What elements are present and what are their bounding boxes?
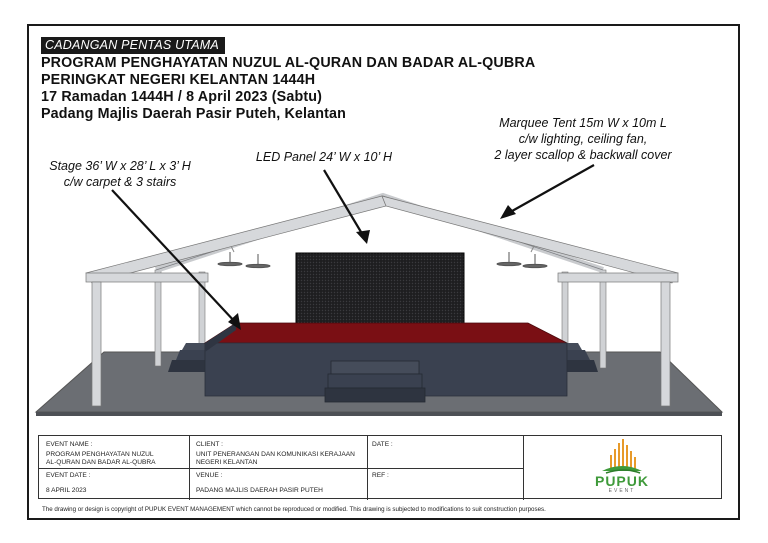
ground-floor-edge <box>36 412 722 416</box>
divider <box>39 468 523 469</box>
event-name-value <box>46 451 156 468</box>
event-name-line: AL-QURAN DAN BADAR AL-QUBRA <box>46 459 156 467</box>
event-date-label: EVENT DATE : <box>46 472 91 479</box>
tent-beam-right <box>558 273 678 282</box>
event-title: PROGRAM PENGHAYATAN NUZUL AL-QURAN DAN BADAR AL-QUBRA <box>41 55 536 71</box>
date-label: DATE : <box>372 441 393 448</box>
copyright-disclaimer: The drawing or design is copyright of PUPUK EVENT MANAGEMENT which cannot be reproduced or modified. This drawing is subjected to modifications to suit construction purposes. <box>42 506 546 513</box>
tent-post <box>562 272 568 350</box>
logo-name: PUPUK <box>594 473 649 489</box>
marquee-callout-line: c/w lighting, ceiling fan, <box>518 132 648 146</box>
client-line: UNIT PENERANGAN DAN KOMUNIKASI KERAJAAN <box>196 451 355 458</box>
stage-carpet <box>205 323 567 343</box>
led-panel <box>296 253 464 325</box>
client-label: CLIENT : <box>196 441 223 448</box>
event-date-value: 8 APRIL 2023 <box>46 487 87 494</box>
proposal-tag: CADANGAN PENTAS UTAMA <box>41 37 225 54</box>
tent-post <box>661 282 670 406</box>
logo-subtitle: EVENT <box>608 488 636 494</box>
marquee-callout-line: 2 layer scallop & backwall cover <box>494 148 672 162</box>
tent-post <box>155 270 161 366</box>
pupuk-logo <box>572 437 672 495</box>
divider <box>523 436 524 500</box>
event-subtitle: PERINGKAT NEGERI KELANTAN 1444H <box>41 72 316 88</box>
venue-value: PADANG MAJLIS DAERAH PASIR PUTEH <box>196 487 323 494</box>
event-name-label: EVENT NAME : <box>46 441 93 448</box>
event-date-heading: 17 Ramadan 1444H / 8 April 2023 (Sabtu) <box>41 89 323 105</box>
client-value <box>196 451 355 468</box>
tent-post <box>92 282 101 406</box>
stage-callout-line: Stage 36’ W x 28’ L x 3’ H <box>49 159 191 173</box>
venue-label: VENUE : <box>196 472 223 479</box>
front-stairs-step <box>328 374 422 388</box>
client-line: NEGERI KELANTAN <box>196 459 258 467</box>
event-name-line: PROGRAM PENGHAYATAN NUZUL <box>46 451 154 458</box>
marquee-callout-line: Marquee Tent 15m W x 10m L <box>499 116 667 130</box>
front-stairs-step <box>325 388 425 402</box>
stage-callout-line: c/w carpet & 3 stairs <box>63 175 177 189</box>
event-venue-heading: Padang Majlis Daerah Pasir Puteh, Kelantan <box>41 106 347 122</box>
ref-label: REF : <box>372 472 389 479</box>
led-callout-line: LED Panel 24’ W x 10’ H <box>255 150 393 164</box>
front-stairs-step <box>331 361 419 374</box>
tent-post <box>600 270 606 368</box>
pupuk-logo-icon <box>572 437 672 477</box>
